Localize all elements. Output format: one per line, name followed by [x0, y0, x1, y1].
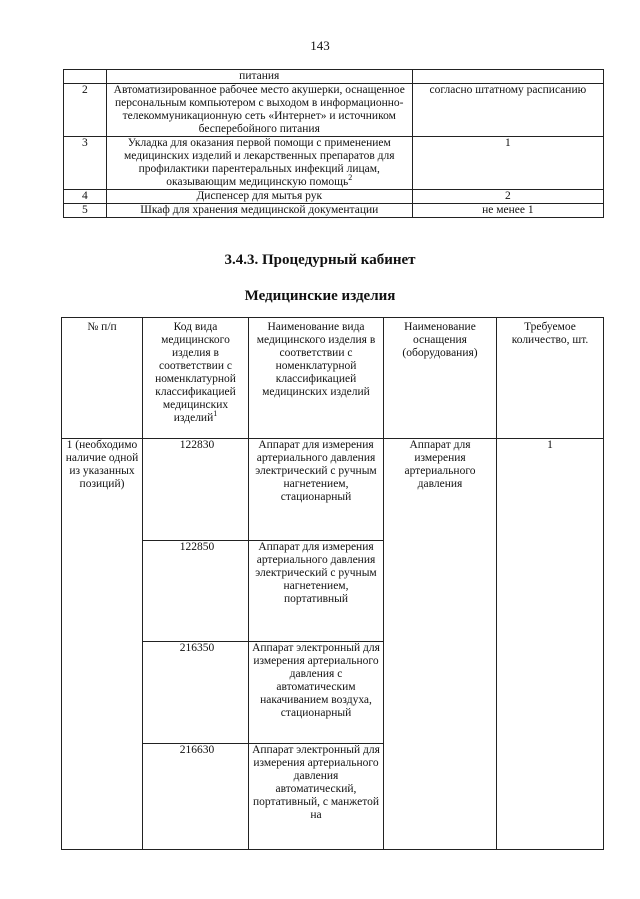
section-title: 3.4.3. Процедурный кабинет	[224, 252, 416, 268]
row-qty: 2	[412, 190, 603, 204]
row-qty: не менее 1	[412, 204, 603, 218]
item-code: 122830	[143, 439, 249, 541]
row-number	[64, 70, 107, 84]
header-number: № п/п	[62, 318, 143, 439]
table-row	[64, 137, 604, 190]
item-code: 122850	[143, 540, 249, 642]
row-name: питания	[106, 70, 412, 84]
row-number: 3	[64, 137, 107, 190]
header-code-text: Код вида медицинского изделия в соответствии с номенклатурной классификацией медицинских изделий	[155, 321, 236, 424]
row-qty: 1	[412, 137, 603, 190]
item-name: Аппарат электронный для измерения артериального давления с автоматическим накачиванием воздуха, стационарный	[249, 642, 384, 744]
table-row	[62, 439, 604, 541]
table-row	[64, 84, 604, 137]
header-quantity: Требуемое количество, шт.	[497, 318, 604, 439]
row-number: 4	[64, 190, 107, 204]
sub-title: Медицинские изделия	[244, 288, 396, 304]
item-code: 216350	[143, 642, 249, 744]
header-code	[143, 318, 249, 439]
row-qty	[412, 70, 603, 84]
item-code: 216630	[143, 744, 249, 850]
group-quantity: 1	[497, 439, 604, 850]
equipment-table-continued	[63, 69, 604, 218]
row-name: Автоматизированное рабочее место акушерки, оснащенное персональным компьютером с выходом в информационно-телекоммуникационную сеть «Интернет» и источником бесперебойного питания	[106, 84, 412, 137]
row-name-text: Укладка для оказания первой помощи с применением медицинских изделий и лекарственных препаратов для профилактики парентеральных инфекций лицам, оказывающим медицинскую помощь	[123, 137, 395, 188]
row-name: Шкаф для хранения медицинской документации	[106, 204, 412, 218]
item-name: Аппарат для измерения артериального давления электрический с ручным нагнетением, стационарный	[249, 439, 384, 541]
medical-devices-table	[61, 317, 604, 850]
header-equipment-name: Наименование оснащения (оборудования)	[384, 318, 497, 439]
row-number: 2	[64, 84, 107, 137]
item-name: Аппарат для измерения артериального давления электрический с ручным нагнетением, портативный	[249, 540, 384, 642]
table-row	[64, 190, 604, 204]
page-number: 143	[310, 38, 330, 53]
footnote-mark: 2	[348, 173, 353, 183]
group-equipment: Аппарат для измерения артериального давления	[384, 439, 497, 850]
row-qty: согласно штатному расписанию	[412, 84, 603, 137]
footnote-mark: 1	[213, 409, 218, 419]
table-row	[64, 204, 604, 218]
row-name: Диспенсер для мытья рук	[106, 190, 412, 204]
row-name	[106, 137, 412, 190]
group-number: 1 (необходимо наличие одной из указанных позиций)	[62, 439, 143, 850]
table-header-row	[62, 318, 604, 439]
row-number: 5	[64, 204, 107, 218]
table-row	[64, 70, 604, 84]
item-name: Аппарат электронный для измерения артериального давления автоматический, портативный, с манжетой на	[249, 744, 384, 850]
header-kind-name: Наименование вида медицинского изделия в соответствии с номенклатурной классификацией медицинских изделий	[249, 318, 384, 439]
